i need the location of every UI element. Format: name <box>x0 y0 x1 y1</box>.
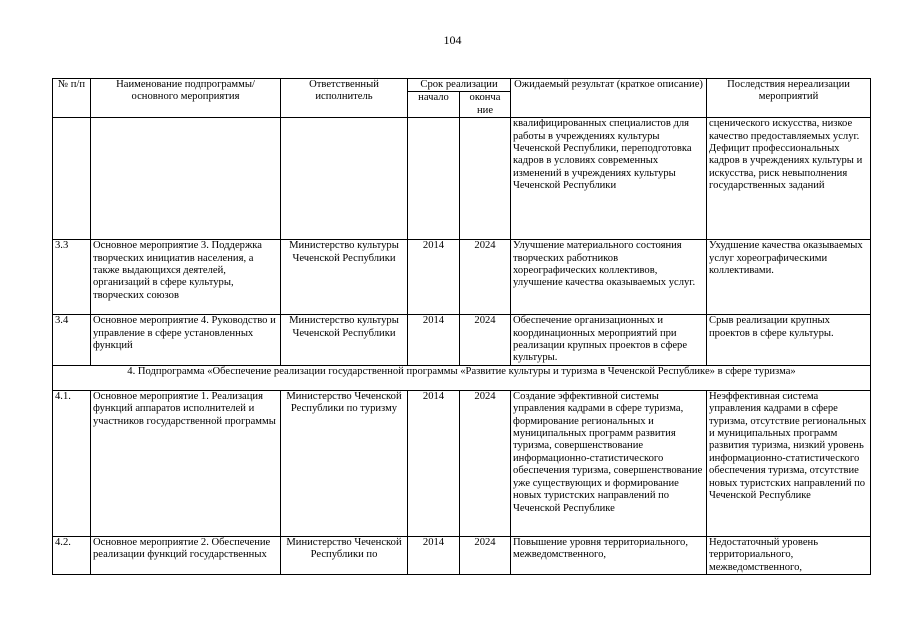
table-row <box>53 536 871 574</box>
cell-responsible <box>281 118 408 240</box>
header-end: оконча ние <box>460 92 511 118</box>
cell-expected: квалифицированных специалистов для работы в учреждениях культуры Чеченской Республики, переподготовка кадров в условиях современных изменений в учреждениях культуры Чеченской Республики <box>511 118 707 240</box>
subprogram-title: 4. Подпрограмма «Обеспечение реализации государственной программы «Развитие культуры и туризма в Чеченской Республике» в сфере туризма» <box>53 365 871 390</box>
table-row <box>53 390 871 536</box>
cell-responsible: Министерство культуры Чеченской Республики <box>281 315 408 366</box>
cell-consequences: Недостаточный уровень территориального, межведомственного, <box>707 536 871 574</box>
cell-name: Основное мероприятие 3. Поддержка творческих инициатив населения, а также выдающихся деятелей, организаций в сфере культуры, творческих союзов <box>91 240 281 315</box>
table-row <box>53 315 871 366</box>
header-row <box>53 79 871 92</box>
cell-num <box>53 118 91 240</box>
subprogram-row <box>53 365 871 390</box>
cell-end: 2024 <box>460 390 511 536</box>
cell-start: 2014 <box>408 315 460 366</box>
cell-consequences: Срыв реализации крупных проектов в сфере культуры. <box>707 315 871 366</box>
page-number: 104 <box>443 33 462 47</box>
cell-num: 3.4 <box>53 315 91 366</box>
cell-num: 4.2. <box>53 536 91 574</box>
header-expected: Ожидаемый результат (краткое описание) <box>511 79 707 118</box>
cell-end: 2024 <box>460 536 511 574</box>
cell-num: 3.3 <box>53 240 91 315</box>
cell-expected: Повышение уровня территориального, межведомственного, <box>511 536 707 574</box>
cell-start: 2014 <box>408 240 460 315</box>
cell-num: 4.1. <box>53 390 91 536</box>
header-name: Наименование подпрограммы/ основного мероприятия <box>91 79 281 118</box>
header-consequences: Последствия нереализации мероприятий <box>707 79 871 118</box>
header-start: начало <box>408 92 460 118</box>
cell-start: 2014 <box>408 390 460 536</box>
cell-responsible: Министерство Чеченской Республики по <box>281 536 408 574</box>
cell-responsible: Министерство Чеченской Республики по туризму <box>281 390 408 536</box>
cell-expected: Создание эффективной системы управления кадрами в сфере туризма, формирование региональных и муниципальных программ развития туризма, совершенствование информационно-статистического обеспечения туризма, совершенствование уже существующих и формирование новых туристских направлений по Чеченской Республике <box>511 390 707 536</box>
table-row <box>53 240 871 315</box>
cell-end: 2024 <box>460 240 511 315</box>
program-table <box>52 78 871 575</box>
cell-start: 2014 <box>408 536 460 574</box>
cell-name: Основное мероприятие 4. Руководство и управление в сфере установленных функций <box>91 315 281 366</box>
table-row <box>53 118 871 240</box>
header-num: № п/п <box>53 79 91 118</box>
header-period: Срок реализации <box>408 79 511 92</box>
cell-expected: Улучшение материального состояния творческих работников хореографических коллективов, улучшение качества оказываемых услуг. <box>511 240 707 315</box>
cell-consequences: Неэффективная система управления кадрами в сфере туризма, отсутствие региональных и муниципальных программ развития туризма, низкий уровень информационно-статистического обеспечения туризма, отсутствие новых туристских направлений по Чеченской Республике <box>707 390 871 536</box>
cell-name: Основное мероприятие 2. Обеспечение реализации функций государственных <box>91 536 281 574</box>
cell-consequences: сценического искусства, низкое качество предоставляемых услуг. Дефицит профессиональных кадров в учреждениях культуры и искусства, риск невыполнения государственных заданий <box>707 118 871 240</box>
cell-name <box>91 118 281 240</box>
cell-responsible: Министерство культуры Чеченской Республики <box>281 240 408 315</box>
cell-end <box>460 118 511 240</box>
cell-consequences: Ухудшение качества оказываемых услуг хореографическими коллективами. <box>707 240 871 315</box>
cell-end: 2024 <box>460 315 511 366</box>
header-responsible: Ответственный исполнитель <box>281 79 408 118</box>
cell-start <box>408 118 460 240</box>
cell-expected: Обеспечение организационных и координационных мероприятий при реализации крупных проектов в сфере культуры. <box>511 315 707 366</box>
cell-name: Основное мероприятие 1. Реализация функций аппаратов исполнителей и участников государственной программы <box>91 390 281 536</box>
